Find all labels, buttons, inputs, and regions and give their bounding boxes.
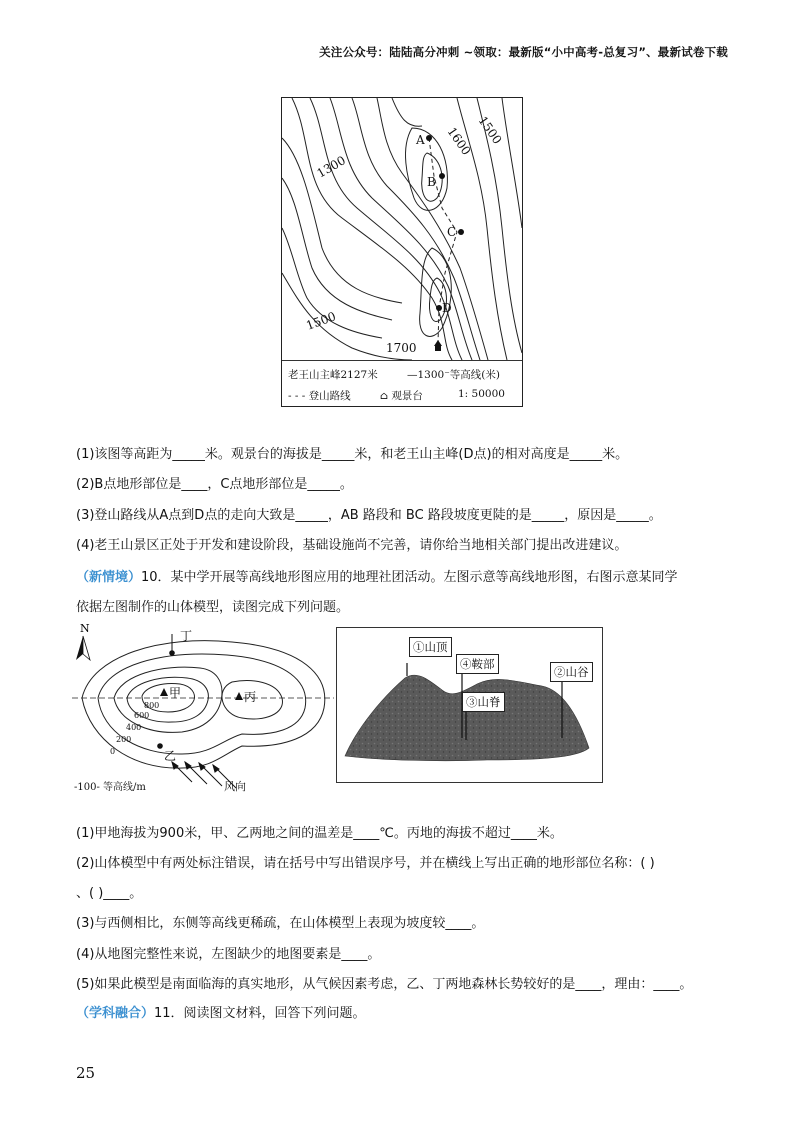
question-11-tag: （学科融合） [76, 1006, 155, 1021]
legend-contour: —1300⁻等高线(米) [407, 369, 500, 381]
contour2-label-800: 800 [144, 701, 160, 710]
contour-map-2 [72, 620, 334, 796]
contour2-label-200: 200 [116, 735, 132, 744]
contour-map-figure [281, 97, 523, 407]
question-9-2: (2)B点地形部位是____，C点地形部位是_____。 [76, 477, 353, 492]
question-10-intro-line1: 10．某中学开展等高线地形图应用的地理社团活动。左图示意等高线地形图，右图示意某同学 [141, 570, 678, 585]
point-C: C [447, 225, 457, 239]
place-bing: 丙 [244, 690, 257, 704]
point-D: D [442, 301, 452, 315]
contour2-label-0: 0 [110, 747, 116, 756]
wind-label: 风向 [224, 780, 246, 793]
legend-scale: 1: 50000 [458, 388, 505, 400]
legend-trail: - - - 登山路线 [288, 390, 351, 402]
legend-contour-m: -100- 等高线/m [74, 782, 146, 793]
contour-label-1500-top: 1500 [475, 113, 505, 147]
map-legend [282, 360, 522, 407]
page-number: 25 [76, 1064, 96, 1082]
question-10-intro [76, 566, 678, 585]
question-9-1: (1)该图等高距为_____米。观景台的海拔是_____米，和老王山主峰(D点)的相对高度是_____米。 [76, 447, 629, 462]
contour-label-1500-bottom: 1500 [304, 309, 338, 333]
point-B: B [427, 175, 436, 189]
question-10-5: (5)如果此模型是南面临海的真实地形，从气候因素考虑，乙、丁两地森林长势较好的是____，理由：____。 [76, 977, 693, 992]
question-9-4: (4)老王山景区正处于开发和建设阶段，基础设施尚不完善，请你给当地相关部门提出改进建议。 [76, 538, 628, 553]
legend-viewpoint-text: 观景台 [391, 390, 423, 402]
contour2-label-600: 600 [134, 711, 150, 720]
legend-trail-text: 登山路线 [308, 390, 351, 402]
house-icon: ⌂ [380, 390, 389, 402]
question-10-intro-line2: 依据左图制作的山体模型，读图完成下列问题。 [76, 600, 350, 615]
point-A: A [416, 133, 425, 147]
legend-peak: 老王山主峰2127米 [288, 369, 378, 381]
question-11 [76, 1002, 366, 1021]
contour-label-1700: 1700 [386, 341, 417, 355]
place-yi: 乙 [164, 749, 177, 763]
model-label-summit: ①山顶 [409, 637, 452, 657]
question-10-3: (3)与西侧相比，东侧等高线更稀疏，在山体模型上表现为坡度较____。 [76, 916, 485, 931]
question-10-1: (1)甲地海拔为900米，甲、乙两地之间的温差是____℃。丙地的海拔不超过____米。 [76, 826, 563, 841]
page-header: 关注公众号：陆陆高分冲刺 ~领取：最新版“小中高考-总复习”、最新试卷下载 [319, 45, 728, 59]
place-jia: 甲 [169, 686, 182, 700]
model-label-saddle: ④鞍部 [456, 654, 499, 674]
viewpoint-icon [434, 340, 442, 351]
place-ding: 丁 [180, 629, 193, 643]
question-10-4: (4)从地图完整性来说，左图缺少的地图要素是____。 [76, 947, 381, 962]
contour-map-2-figure [72, 620, 334, 796]
mountain-model-figure [336, 627, 603, 783]
legend-contour-text: 等高线(米) [449, 369, 500, 381]
legend-viewpoint [380, 388, 423, 403]
contour-label-1600: 1600 [444, 124, 474, 158]
model-label-valley: ②山谷 [550, 662, 593, 682]
legend-contour-sample: 1300 [417, 369, 445, 381]
question-9-3: (3)登山路线从A点到D点的走向大致是_____，AB 路段和 BC 路段坡度更陡的是_____，原因是_____。 [76, 508, 662, 523]
north-label: N [80, 622, 90, 635]
contour2-label-400: 400 [126, 723, 142, 732]
question-10-2-cont: 、( )____。 [76, 886, 143, 901]
contour-map [282, 98, 522, 360]
contour-label-1300: 1300 [314, 153, 348, 181]
question-11-text: 11．阅读图文材料，回答下列问题。 [154, 1006, 366, 1021]
question-10-tag: （新情境） [76, 570, 142, 585]
north-arrow-icon [76, 622, 90, 660]
question-10-2: (2)山体模型中有两处标注错误，请在括号中写出错误序号，并在横线上写出正确的地形部位名称：( ) [76, 856, 655, 871]
model-label-ridge: ③山脊 [462, 692, 505, 712]
